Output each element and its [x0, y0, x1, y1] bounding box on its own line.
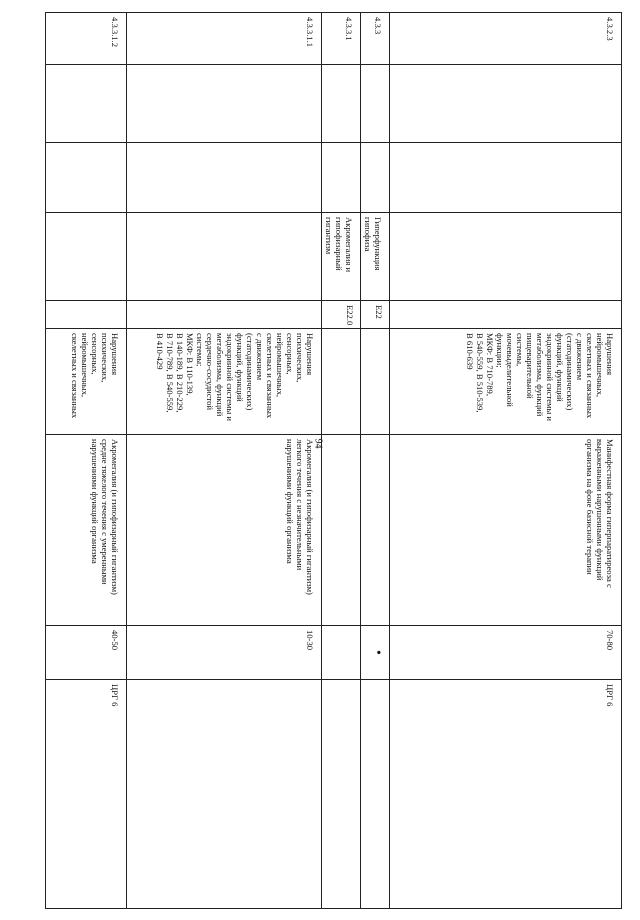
row-code: 4.3.2.3 [390, 13, 622, 65]
icd-code [390, 301, 622, 329]
icd-code: E22 [361, 301, 390, 329]
disease-name: Акромегалия и гипофизарный гигантизм [322, 213, 361, 301]
rehab-group: ЦРГ 6 [46, 680, 127, 909]
percent-range: 10-30 [127, 626, 322, 680]
disease-name [390, 213, 622, 301]
blank-cell [361, 65, 390, 143]
row-code: 4.3.3.1 [322, 13, 361, 65]
rotated-page-content [59, 12, 622, 908]
rehab-group: ЦРГ 6 [390, 680, 622, 909]
clinical-description [322, 435, 361, 626]
blank-cell [322, 143, 361, 213]
clinical-description [361, 435, 390, 626]
disability-criteria-table [45, 12, 622, 909]
rehab-group [322, 680, 361, 909]
blank-cell [127, 65, 322, 143]
function-disorders [361, 329, 390, 435]
icd-code: E22.0 [322, 301, 361, 329]
disease-name [46, 213, 127, 301]
function-disorders [322, 329, 361, 435]
percent-range: • [361, 626, 390, 680]
blank-cell [390, 65, 622, 143]
percent-range [322, 626, 361, 680]
row-code: 4.3.3.1.2 [46, 13, 127, 65]
function-disorders: Нарушения нейромышечных, скелетных и связанных с движением (статодинамических) функций, функций эндокринной системы и метаболизма, функций пищеварительной системы, мочевыделительной функции; МКФ: В 710-789, В 540-559, В 510-539, В 610-639 [390, 329, 622, 435]
function-disorders: Нарушения психических, сенсорных, нейромышечных, скелетных и связанных [46, 329, 127, 435]
table-row [361, 13, 390, 909]
table-row [322, 13, 361, 909]
rehab-group [361, 680, 390, 909]
blank-cell [46, 143, 127, 213]
rehab-group [127, 680, 322, 909]
blank-cell [361, 143, 390, 213]
table-row [46, 13, 127, 909]
percent-range: 40-50 [46, 626, 127, 680]
row-code: 4.3.3.1.1 [127, 13, 322, 65]
page-number: 94 [312, 438, 324, 449]
disease-name [127, 213, 322, 301]
blank-cell [46, 65, 127, 143]
row-code: 4.3.3 [361, 13, 390, 65]
blank-cell [127, 143, 322, 213]
blank-cell [322, 65, 361, 143]
function-disorders: Нарушения психических, сенсорных, нейромышечных, скелетных и связанных с движением (статодинамических) функций, функций эндокринной системы и метаболизма, функций сердечно-сосудистой системы; МКФ: В 110-139, В 140-189, В 210-229, В 710-789, В 540-559, В 410-429 [127, 329, 322, 435]
icd-code [46, 301, 127, 329]
table-row [127, 13, 322, 909]
clinical-description: Манифестная форма гиперпаратиреоза с выраженными нарушенными функций организма на фоне базисной терапии [390, 435, 622, 626]
icd-code [127, 301, 322, 329]
percent-range: 70-80 [390, 626, 622, 680]
clinical-description: Акромегалия (и гипофизарный гигантизм) средне тяжелого течения с умеренными нарушениями функций организма [46, 435, 127, 626]
table-row [390, 13, 622, 909]
blank-cell [390, 143, 622, 213]
disease-name: Гиперфункция гипофиза [361, 213, 390, 301]
clinical-description: Акромегалия (и гипофизарный гигантизм) легкого течения с незначительными нарушениями функций организма [127, 435, 322, 626]
